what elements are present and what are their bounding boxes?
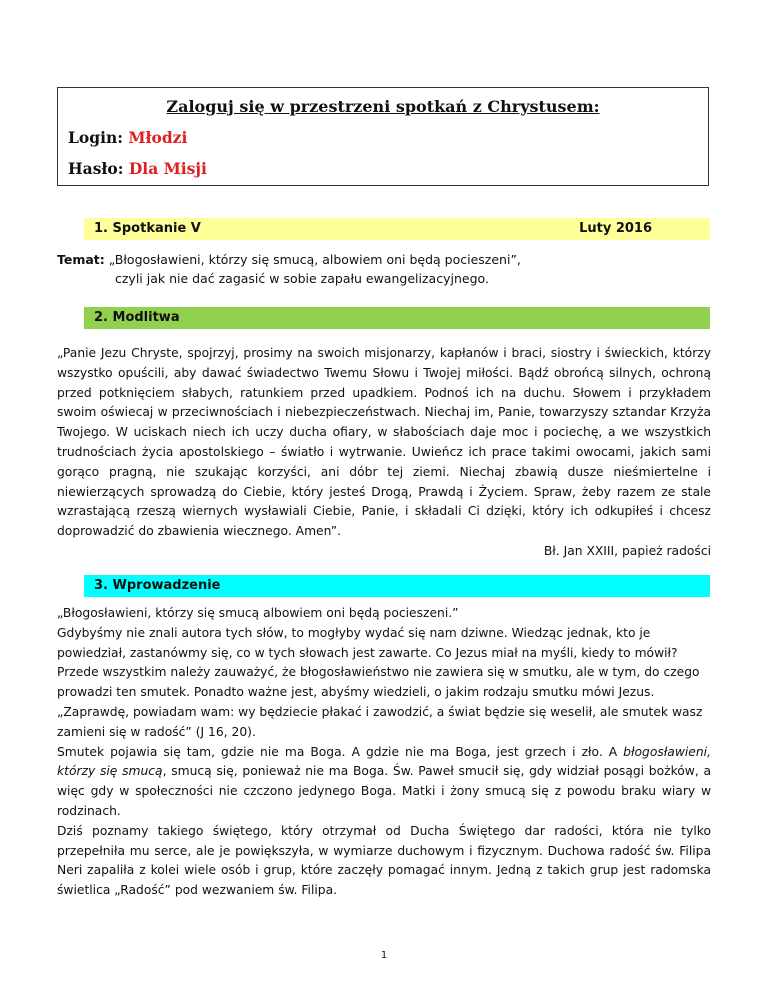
login-title: Zaloguj się w przestrzeni spotkań z Chrystusem: [166,97,600,116]
password-label: Hasło: [68,159,124,178]
section-date: Luty 2016 [579,221,652,236]
page-number: 1 [380,950,388,961]
section-header-wprowadzenie [84,575,710,597]
section-header-modlitwa [84,307,710,329]
section-header-spotkanie [84,218,710,240]
intro-paragraph: „Zaprawdę, powiadam wam: wy będziecie płakać i zawodzić, a świat będzie się weselił, ale smutek wasz zamieni się w radość” (J 16, 20). [57,704,703,739]
login-box [57,87,709,186]
password-value: Dla Misji [128,159,207,178]
intro-paragraph: Dziś poznamy takiego świętego, który otrzymał od Ducha Świętego dar radości, która nie tylko przepełniła mu serce, ale je powiększyła, w wymiarze duchowym i fizycznym. Duchowa radość św. Filipa Neri zapaliła z kolei wiele osób i grup, które zaczęły pomagać innym. Jedną z takich grup jest radomska świetlica „Radość” pod wezwaniem św. Filipa. [57,823,711,898]
topic [57,250,717,288]
login-value: Młodzi [128,128,188,147]
section-title: 2. Modlitwa [94,310,180,325]
topic-line-2: czyli jak nie dać zagasić w sobie zapału ewangelizacyjnego. [115,271,489,286]
intro-text-span: Smutek pojawia się tam, gdzie nie ma Boga. A gdzie nie ma Boga, jest grzech i zło. A [57,744,624,759]
section-title: 1. Spotkanie V [94,221,201,236]
intro-paragraph: „Błogosławieni, którzy się smucą albowiem oni będą pocieszeni.” [57,606,459,620]
intro-paragraph [57,743,711,822]
section-title: 3. Wprowadzenie [94,578,221,593]
password-line [68,159,207,178]
login-label: Login: [68,128,123,147]
login-line [68,128,187,147]
topic-label: Temat: [57,252,105,267]
prayer-text: „Panie Jezu Chryste, spojrzyj, prosimy na swoich misjonarzy, kapłanów i braci, siostry i świeckich, którzy wszystko opuścili, aby dawać świadectwo Twemu Słowu i Twojej miłości. Bądź obrońcą silnych, ochroną przed potknięciem słabych, ratunkiem przed upadkiem. Podnoś ich na duchu. Słowem i przykładem swoim oświecaj w przeciwnościach i niebezpieczeństwach. Niechaj im, Panie, towarzyszy sztandar Krzyża Twojego. W uciskach niech ich uczy ducha ofiary, w słabościach daje moc i pociechę, a we wszystkich trudnościach życia apostolskiego – światło i wytrwanie. Uwieńcz ich prace takimi owocami, jakich sami gorąco pragną, nie szukając korzyści, ani dóbr tej ziemi. Niechaj zbawią dusze nieśmiertelne i niewierzących sprowadzą do Ciebie, który jesteś Drogą, Prawdą i Życiem. Spraw, żeby razem ze stale wzrastającą rzeszą wiernych wysławiali Ciebie, Panie, i składali Ci dzięki, który ich odkupiłeś i chcesz doprowadzić do zbawienia wiecznego. Amen”. [57,346,711,539]
topic-line-1: „Błogosławieni, którzy się smucą, albowiem oni będą pocieszeni”, [108,252,521,267]
intro-italic-phrase: błogosławieni, którzy się smucą [57,744,711,779]
intro-text [57,604,711,901]
intro-text-span: , smucą się, ponieważ nie ma Boga. Św. Paweł smucił się, gdy widział posągi bożków, a więc gdy w społeczności nie czczono jedynego Boga. Matki i żony smucą się z powodu braku wiary w rodzinach. [57,764,712,818]
intro-paragraph: Gdybyśmy nie znali autora tych słów, to mogłyby wydać się nam dziwne. Wiedząc jednak, kto je powiedział, zastanówmy się, co w tych słowach jest zawarte. Co Jezus miał na myśli, kiedy to mówił? [57,625,678,660]
intro-paragraph: Przede wszystkim należy zauważyć, że błogosławieństwo nie zawiera się w smutku, ale w tym, do czego prowadzi ten smutek. Ponadto ważne jest, abyśmy wiedzieli, o jakim rodzaju smutku mówi Jezus. [57,665,700,700]
prayer-signature: Bł. Jan XXIII, papież radości [543,544,711,558]
